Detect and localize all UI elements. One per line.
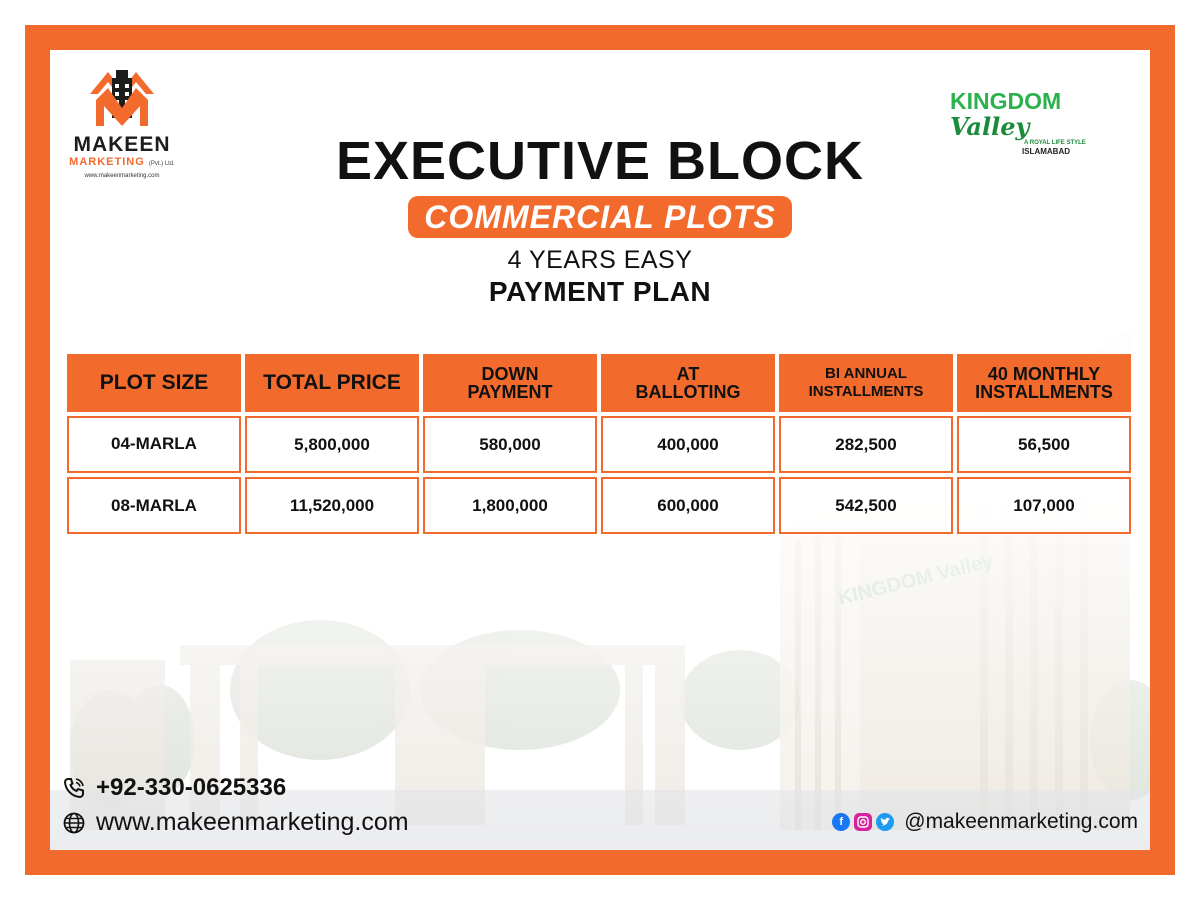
table-row [67, 416, 1134, 473]
facebook-icon[interactable]: f [832, 813, 850, 831]
partner-city: ISLAMABAD [1022, 147, 1070, 156]
table-cell: 56,500 [957, 416, 1131, 473]
page-title: EXECUTIVE BLOCK [335, 131, 865, 191]
twitter-icon[interactable] [876, 813, 894, 831]
phone-contact[interactable] [62, 774, 286, 802]
payment-plan-table [67, 354, 1134, 538]
twitter-glyph [879, 816, 891, 828]
brand-name: MAKEEN [73, 133, 171, 156]
instagram-glyph [857, 816, 869, 828]
website-link[interactable] [62, 808, 409, 837]
makeen-building-icon [86, 64, 158, 130]
website-text: www.makeenmarketing.com [96, 808, 409, 836]
table-cell: 107,000 [957, 477, 1131, 534]
social-handle[interactable]: @makeenmarketing.com [904, 810, 1138, 833]
phone-number: +92-330-0625336 [96, 774, 287, 801]
social-links [832, 810, 1138, 834]
plan-duration: 4 YEARS EASY [507, 246, 693, 274]
column-header: TOTAL PRICE [245, 354, 419, 412]
partner-name-bold: KINGDOM [950, 88, 1062, 114]
table-cell: 600,000 [601, 477, 775, 534]
table-cell: 282,500 [779, 416, 953, 473]
table-cell: 08-MARLA [67, 477, 241, 534]
category-badge: COMMERCIAL PLOTS [408, 196, 792, 238]
brand-sub-text: MARKETING [69, 156, 145, 168]
table-row [67, 477, 1134, 534]
table-cell: 542,500 [779, 477, 953, 534]
table-cell: 400,000 [601, 416, 775, 473]
table-header-row [67, 354, 1134, 412]
table-cell: 11,520,000 [245, 477, 419, 534]
partner-name-script: Valley [950, 112, 1030, 141]
table-cell: 1,800,000 [423, 477, 597, 534]
partner-tagline: A ROYAL LIFE STYLE [1024, 140, 1086, 146]
instagram-icon[interactable] [854, 813, 872, 831]
column-header: BI ANNUAL INSTALLMENTS [779, 354, 953, 412]
phone-icon [62, 776, 86, 800]
column-header: AT BALLOTING [601, 354, 775, 412]
table-cell: 04-MARLA [67, 416, 241, 473]
column-header: DOWN PAYMENT [423, 354, 597, 412]
table-cell: 5,800,000 [245, 416, 419, 473]
table-cell: 580,000 [423, 416, 597, 473]
column-header: 40 MONTHLY INSTALLMENTS [957, 354, 1131, 412]
plan-label: PAYMENT PLAN [488, 276, 712, 307]
globe-icon [62, 811, 86, 835]
flyer-panel [50, 50, 1150, 850]
brand-url: www.makeenmarketing.com [84, 173, 160, 179]
brand-sub-small: (Pvt.) Ltd. [148, 161, 175, 167]
column-header: PLOT SIZE [67, 354, 241, 412]
